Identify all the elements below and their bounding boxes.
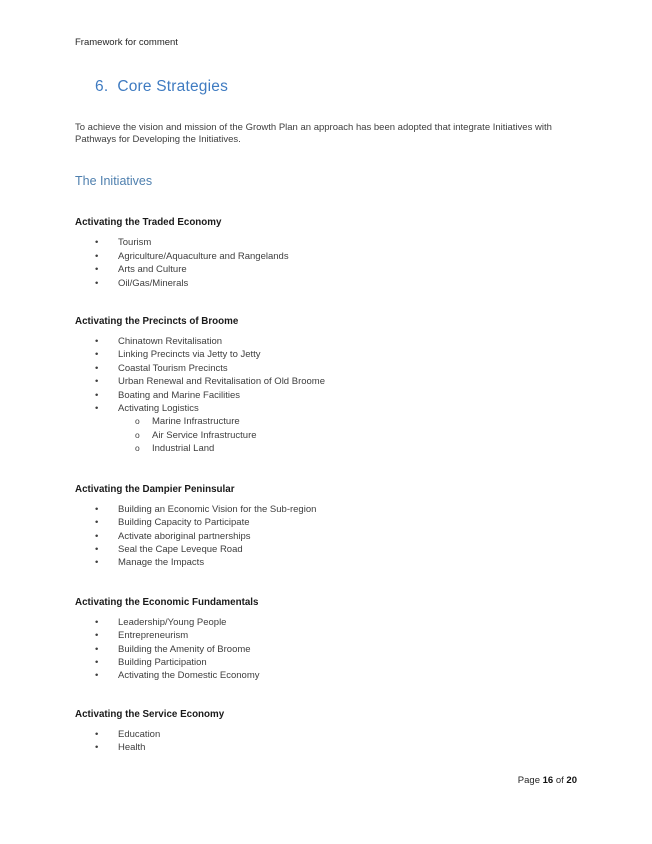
section-service-economy: [75, 709, 577, 755]
list-item-label: Activate aboriginal partnerships: [118, 530, 251, 542]
bullet-icon: •: [95, 742, 99, 754]
bullet-list: [75, 503, 577, 570]
list-item: [75, 530, 577, 543]
sub-list-item-label: Air Service Infrastructure: [152, 429, 257, 441]
list-item-label: Manage the Impacts: [118, 557, 205, 569]
sub-list-item: [95, 415, 577, 428]
bullet-icon: •: [95, 728, 99, 740]
footer-of-label: of: [555, 775, 564, 786]
list-item-label: Tourism: [118, 237, 152, 249]
main-heading: [95, 78, 577, 96]
section-economic-fundamentals: [75, 597, 577, 683]
list-item: [75, 728, 577, 741]
section-traded-economy: [75, 217, 577, 290]
bullet-icon: •: [95, 630, 99, 642]
list-item-label: Building an Economic Vision for the Sub-region: [118, 503, 317, 515]
list-item-label: Activating Logistics: [118, 403, 199, 415]
sub-list-item: [95, 429, 577, 442]
circle-bullet-icon: o: [135, 429, 140, 440]
list-item-label: Seal the Cape Leveque Road: [118, 543, 243, 555]
list-item-label: Building Participation: [118, 656, 207, 668]
list-item-label: Building the Amenity of Broome: [118, 643, 251, 655]
list-item-label: Urban Renewal and Revitalisation of Old Broome: [118, 376, 325, 388]
list-item-label: Agriculture/Aquaculture and Rangelands: [118, 250, 289, 262]
footer-current-page: 16: [542, 775, 554, 786]
sub-list-item-label: Industrial Land: [152, 443, 215, 455]
bullet-icon: •: [95, 517, 99, 529]
footer-total-pages: 20: [566, 775, 577, 786]
list-item-label: Building Capacity to Participate: [118, 517, 250, 529]
list-item-label: Health: [118, 742, 146, 754]
list-item-label: Education: [118, 728, 161, 740]
section-title: Activating the Traded Economy: [75, 217, 222, 229]
bullet-icon: •: [95, 643, 99, 655]
footer-page-label: Page: [517, 775, 540, 786]
list-item: [75, 669, 577, 682]
bullet-icon: •: [95, 403, 99, 415]
bullet-icon: •: [95, 389, 99, 401]
list-item: [75, 335, 577, 348]
list-item: [75, 236, 577, 249]
bullet-icon: •: [95, 336, 99, 348]
section-title: Activating the Service Economy: [75, 708, 225, 720]
list-item-label: Boating and Marine Facilities: [118, 389, 240, 401]
list-item: [75, 362, 577, 375]
list-item: [75, 277, 577, 290]
list-item: [75, 656, 577, 669]
list-item-label: Entrepreneurism: [118, 630, 189, 642]
bullet-list: [75, 335, 577, 456]
list-item-label: Leadership/Young People: [118, 616, 227, 628]
list-item-label: Chinatown Revitalisation: [118, 336, 223, 348]
bullet-list: [75, 236, 577, 290]
bullet-icon: •: [95, 616, 99, 628]
heading-title: Core Strategies: [117, 78, 229, 95]
bullet-icon: •: [95, 277, 99, 289]
bullet-icon: •: [95, 503, 99, 515]
heading-number: 6.: [95, 78, 109, 95]
bullet-icon: •: [95, 656, 99, 668]
list-item: [75, 543, 577, 556]
document-header: Framework for comment: [75, 37, 178, 48]
list-item: [75, 250, 577, 263]
sub-bullet-list: [95, 415, 577, 455]
list-item-label: Arts and Culture: [118, 264, 187, 276]
list-item-label: Linking Precincts via Jetty to Jetty: [118, 349, 261, 361]
bullet-list: [75, 728, 577, 755]
bullet-icon: •: [95, 250, 99, 262]
bullet-icon: •: [95, 237, 99, 249]
bullet-icon: •: [95, 376, 99, 388]
list-item: [75, 263, 577, 276]
list-item: [75, 348, 577, 361]
list-item: [75, 516, 577, 529]
list-item: [75, 402, 577, 456]
bullet-icon: •: [95, 670, 99, 682]
bullet-list: [75, 616, 577, 683]
subheading: The Initiatives: [75, 174, 153, 189]
section-title: Activating the Dampier Peninsular: [75, 483, 235, 495]
list-item: [75, 643, 577, 656]
list-item-label: Coastal Tourism Precincts: [118, 362, 228, 374]
list-item-label: Activating the Domestic Economy: [118, 670, 260, 682]
section-precincts-of-broome: [75, 316, 577, 456]
bullet-icon: •: [95, 362, 99, 374]
list-item: [75, 389, 577, 402]
sub-list-item-label: Marine Infrastructure: [152, 416, 240, 428]
list-item: [75, 375, 577, 388]
intro-paragraph: To achieve the vision and mission of the Growth Plan an approach has been adopted that integrate Initiatives with Pathways for Developing the Initiatives.: [75, 122, 552, 145]
bullet-icon: •: [95, 557, 99, 569]
bullet-icon: •: [95, 349, 99, 361]
bullet-icon: •: [95, 264, 99, 276]
sub-list-item: [95, 442, 577, 455]
list-item-label: Oil/Gas/Minerals: [118, 277, 189, 289]
list-item: [75, 616, 577, 629]
list-item: [75, 741, 577, 754]
section-dampier-peninsular: [75, 484, 577, 570]
circle-bullet-icon: o: [135, 443, 140, 454]
bullet-icon: •: [95, 530, 99, 542]
page-footer: [518, 775, 577, 786]
list-item: [75, 556, 577, 569]
bullet-icon: •: [95, 543, 99, 555]
circle-bullet-icon: o: [135, 416, 140, 427]
list-item: [75, 629, 577, 642]
section-title: Activating the Precincts of Broome: [75, 316, 239, 328]
list-item: [75, 503, 577, 516]
section-title: Activating the Economic Fundamentals: [75, 596, 259, 608]
